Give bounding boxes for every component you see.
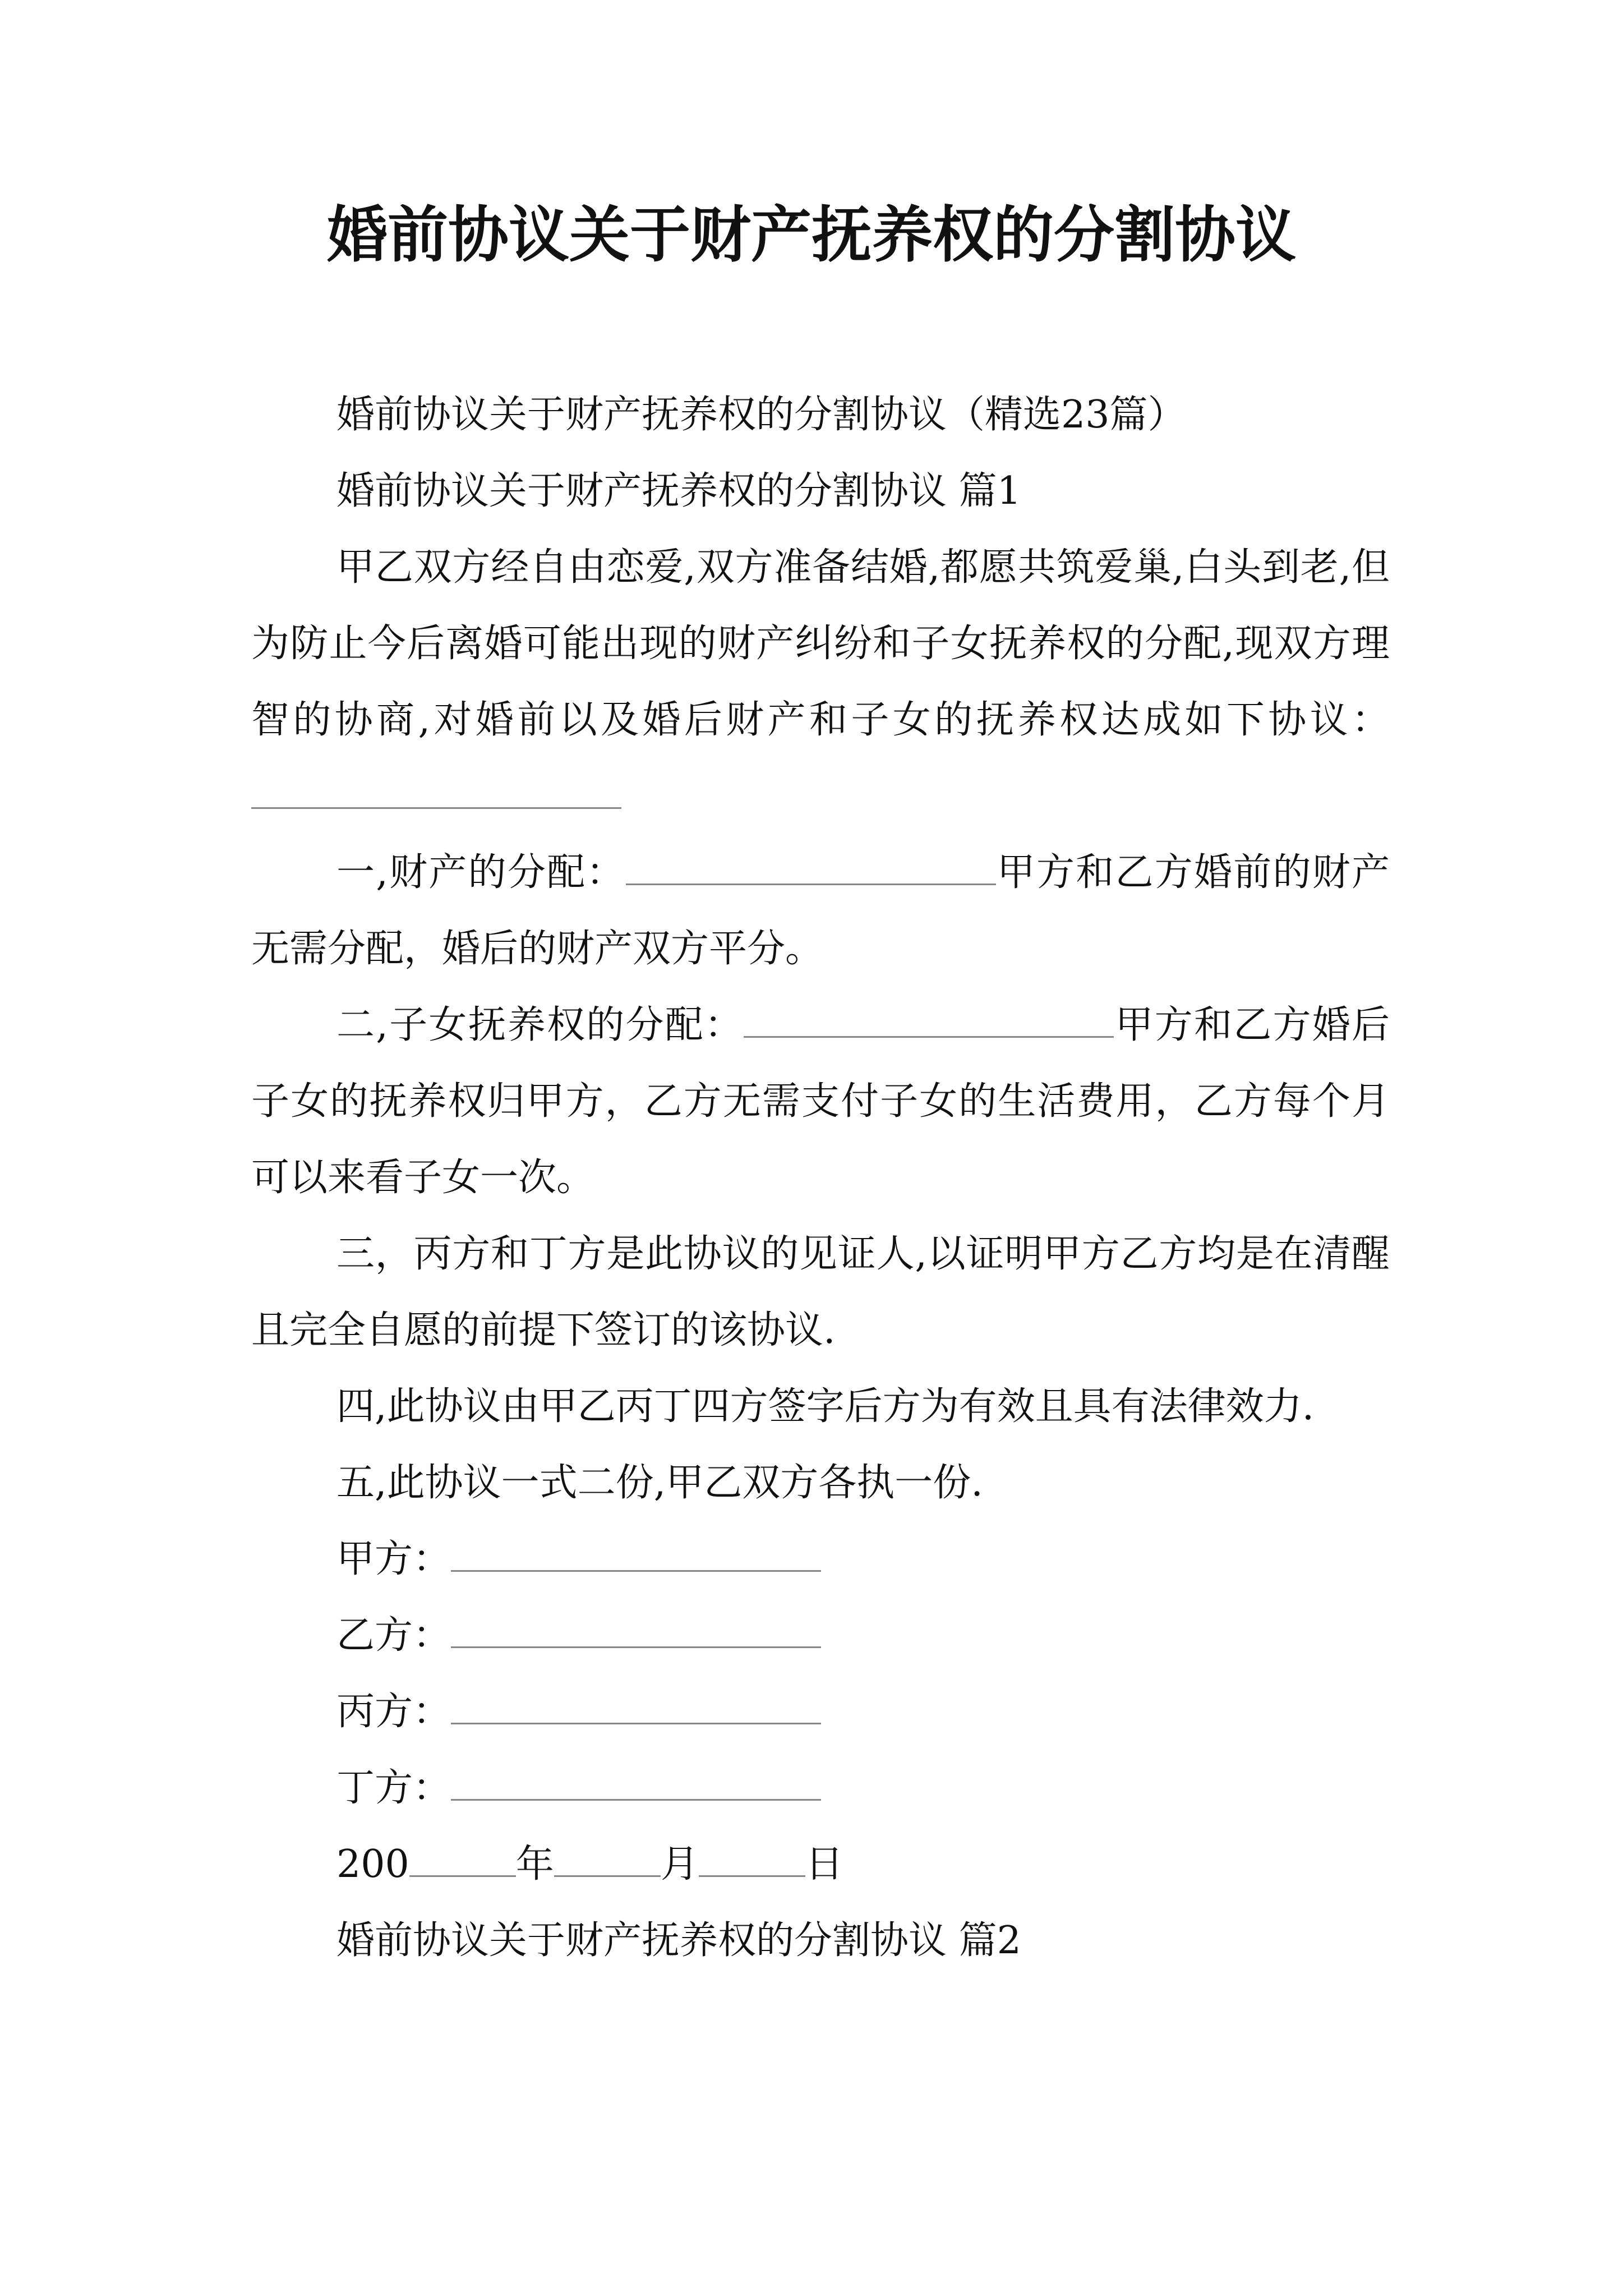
clause-1-paragraph <box>251 835 1390 987</box>
clause-2-lead: 二,子女抚养权的分配： <box>336 1003 744 1047</box>
intro-blank-line <box>251 774 621 809</box>
signature-line-party-b <box>251 1598 1390 1674</box>
intro-text: 甲乙双方经自由恋爱,双方准备结婚,都愿共筑爱巢,白头到老,但为防止今后离婚可能出现的财产纠纷和子女抚养权的分配,现双方理智的协商,对婚前以及婚后财产和子女的抚养权达成如下协议： <box>251 545 1390 742</box>
signature-line-party-c <box>251 1674 1390 1750</box>
month-blank <box>554 1842 661 1877</box>
clause-2-text: 甲方和乙方婚后子女的抚养权归甲方，乙方无需支付子女的生活费用，乙方每个月可以来看子女一次。 <box>251 1003 1390 1200</box>
signature-label: 甲方： <box>336 1537 451 1581</box>
date-prefix: 200 <box>336 1842 409 1887</box>
year-blank <box>409 1842 516 1877</box>
clause-2-blank-line <box>744 1002 1114 1038</box>
signature-label: 丁方： <box>336 1766 451 1810</box>
section-1-heading: 婚前协议关于财产抚养权的分割协议 篇1 <box>336 469 1021 513</box>
clause-5-paragraph: 五,此协议一式二份,甲乙双方各执一份. <box>336 1461 983 1505</box>
day-blank <box>699 1842 805 1877</box>
date-year-label: 年 <box>515 1842 554 1887</box>
signature-blank <box>451 1613 821 1648</box>
signature-blank <box>451 1689 821 1724</box>
signature-label: 丙方： <box>336 1690 451 1734</box>
clause-2-paragraph <box>251 987 1390 1216</box>
clause-3-paragraph: 三，丙方和丁方是此协议的见证人,以证明甲方乙方均是在清醒且完全自愿的前提下签订的该协议. <box>251 1232 1390 1352</box>
signature-label: 乙方： <box>336 1613 451 1658</box>
section-2-heading: 婚前协议关于财产抚养权的分割协议 篇2 <box>336 1918 1021 1963</box>
signature-line-party-d <box>251 1750 1390 1826</box>
document-subtitle: 婚前协议关于财产抚养权的分割协议（精选23篇） <box>336 393 1186 437</box>
date-month-label: 月 <box>660 1842 699 1887</box>
clause-1-text: 甲方和乙方婚前的财产无需分配，婚后的财产双方平分。 <box>251 850 1390 971</box>
date-line <box>251 1826 1390 1903</box>
document-title: 婚前协议关于财产抚养权的分割协议 <box>326 200 1296 270</box>
date-day-label: 日 <box>805 1842 843 1887</box>
clause-1-lead: 一,财产的分配： <box>336 850 626 895</box>
signature-line-party-a <box>251 1521 1390 1598</box>
clause-4-paragraph: 四,此协议由甲乙丙丁四方签字后方为有效且具有法律效力. <box>336 1384 1315 1429</box>
signature-blank <box>451 1765 821 1801</box>
intro-paragraph <box>251 530 1390 835</box>
document-body <box>251 377 1390 1979</box>
clause-1-blank-line <box>626 850 996 885</box>
signature-blank <box>451 1536 821 1572</box>
